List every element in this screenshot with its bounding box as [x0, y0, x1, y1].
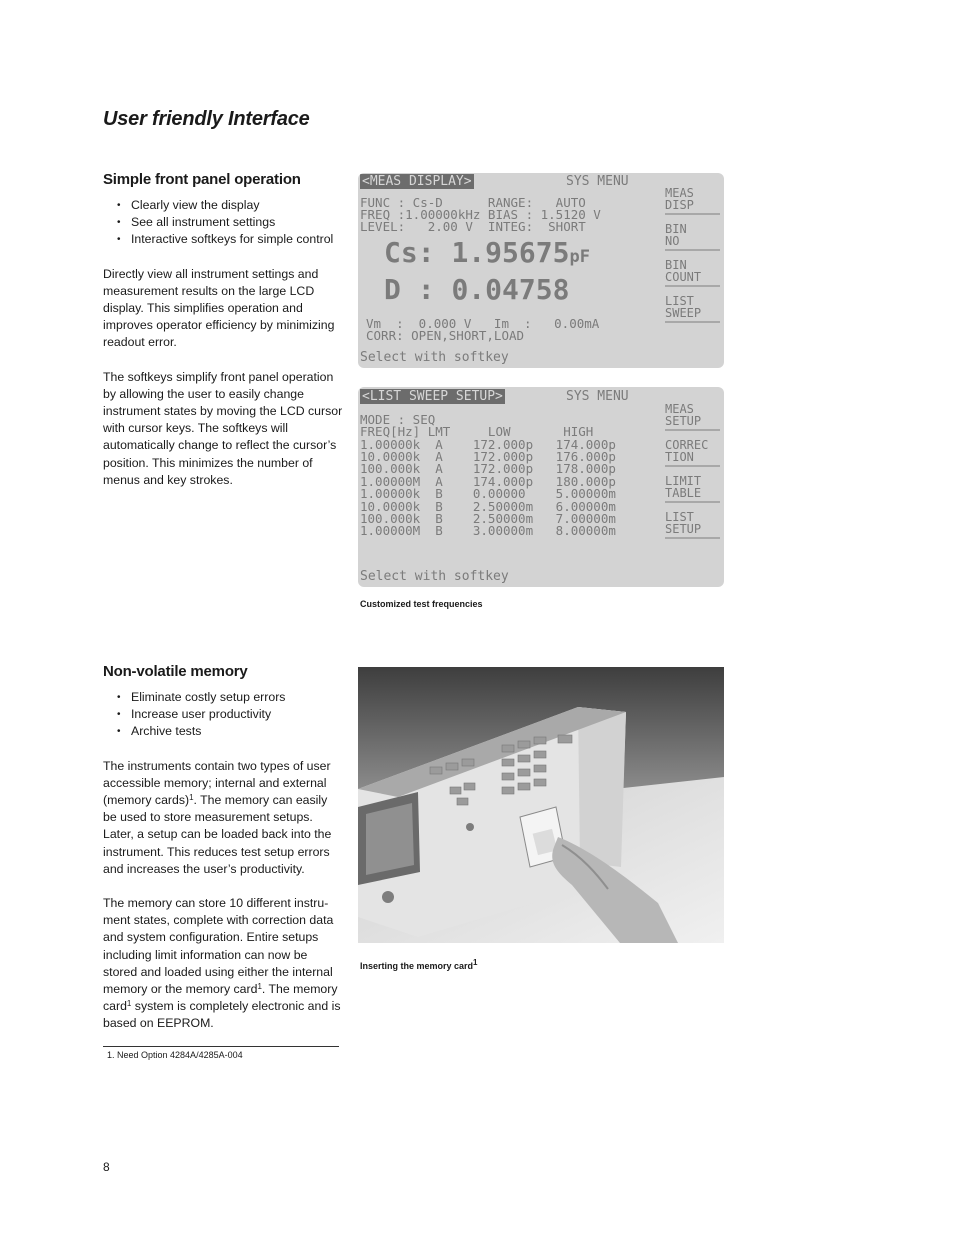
footnote-ref: 1: [189, 793, 194, 803]
lcd-meas-display: [358, 173, 724, 368]
lcd-table-row: 1.00000k A 172.000p 174.000p: [360, 437, 616, 452]
lcd-list-sweep-setup: [358, 387, 724, 587]
bullet-item: • See all instrument settings: [117, 214, 343, 231]
bullet-item: • Increase user productivity: [117, 706, 343, 723]
lcd-column-header: FREQ[Hz] LMT LOW HIGH: [360, 424, 594, 439]
lcd-line: Vm : 0.000 V Im : 0.00mA: [366, 316, 600, 331]
footnote-ref: 1: [126, 999, 132, 1009]
front-panel-para-1: Directly view all instrument settings and measurement results on the large LCD display. This simplifies operation and improves operator efficiency by minimizing readout error.: [103, 266, 335, 350]
lcd-sys-menu: SYS MENU: [566, 174, 629, 189]
lcd-secondary-value: 0.04758: [451, 273, 570, 306]
memory-para-2: [103, 895, 343, 1033]
bullet-item: • Clearly view the display: [117, 197, 343, 214]
softkey-meas-setup[interactable]: MEAS SETUP: [665, 403, 720, 431]
lcd-primary-unit: pF: [569, 247, 590, 267]
softkey-bin-count[interactable]: BIN COUNT: [665, 259, 720, 287]
lcd-header: <LIST SWEEP SETUP>: [362, 389, 503, 404]
page-title: User friendly Interface: [103, 108, 310, 130]
memory-para-2-text: . The memory card: [103, 982, 338, 1014]
lcd-table-row: 1.00000M A 174.000p 180.000p: [360, 474, 616, 489]
memory-para-1-text: . The memory can easily be used to store measurement setups. Later, a setup can be loaded back into the instrument. This reduces test setup errors and increases the user’s productivity.: [103, 793, 332, 876]
lcd-table-row: 1.00000M B 3.00000m 8.00000m: [360, 523, 616, 538]
memory-para-1: [103, 758, 343, 878]
softkey-meas-disp[interactable]: MEAS DISP: [665, 187, 720, 215]
lcd-line: FUNC : Cs-D RANGE: AUTO: [360, 195, 586, 210]
memory-para-2-text: system is completely electronic and is based on EEPROM.: [103, 999, 341, 1031]
bullet-item: • Eliminate costly setup errors: [117, 689, 343, 706]
lcd-primary-value: 1.95675: [451, 236, 570, 269]
softkey-correction[interactable]: CORREC TION: [665, 439, 720, 467]
memory-card-photo: [358, 667, 724, 943]
footnote: 1. Need Option 4284A/4285A-004: [107, 1050, 243, 1060]
lcd-table-row: 1.00000k B 0.00000 5.00000m: [360, 486, 616, 501]
memory-para-2-text: The memory can store 10 different instru-ment states, complete with correction data and system configuration. Entire setups including limit information can now be stored and loaded using either the internal memory or the memory card: [103, 896, 334, 997]
footnote-ref: 1: [473, 958, 478, 967]
caption-memory-card: [360, 958, 478, 971]
bullet-item: • Interactive softkeys for simple control: [117, 231, 343, 248]
softkey-limit-table[interactable]: LIMIT TABLE: [665, 475, 720, 503]
footnote-ref: 1: [257, 982, 262, 992]
lcd-line: CORR: OPEN,SHORT,LOAD: [366, 328, 525, 343]
lcd-sys-menu: SYS MENU: [566, 389, 629, 404]
lcd-footer: Select with softkey: [360, 569, 509, 584]
softkey-list-sweep[interactable]: LIST SWEEP: [665, 295, 720, 323]
memory-text: [103, 689, 343, 1033]
lcd-footer: Select with softkey: [360, 350, 509, 365]
lcd-table-row: 10.0000k B 2.50000m 6.00000m: [360, 499, 616, 514]
softkey-list-setup[interactable]: LIST SETUP: [665, 511, 720, 539]
caption-customized-frequencies: Customized test frequencies: [360, 599, 483, 609]
lcd-line: LEVEL: 2.00 V INTEG: SHORT: [360, 219, 586, 234]
front-panel-bullets: [103, 197, 343, 249]
footnote-divider: [103, 1046, 339, 1047]
front-panel-para-2: The softkeys simplify front panel operation by allowing the user to easily change instrument states by moving the LCD cursor with cursor keys. The softkeys will automatically change to reflect the cursor’s position. This minimizes the number of menus and key strokes.: [103, 369, 343, 487]
lcd-table-row: 10.0000k A 172.000p 176.000p: [360, 449, 616, 464]
memory-bullets: [103, 689, 343, 741]
lcd-line: MODE : SEQ: [360, 412, 436, 427]
lcd-line: FREQ :1.00000kHz BIAS : 1.5120 V: [360, 207, 601, 222]
section-heading-memory: Non-volatile memory: [103, 663, 248, 680]
lcd-secondary-reading: [384, 274, 569, 306]
lcd-table-row: 100.000k A 172.000p 178.000p: [360, 461, 616, 476]
lcd-primary-reading: [384, 237, 590, 273]
softkey-bin-no[interactable]: BIN NO: [665, 223, 720, 251]
lcd-table-row: 100.000k B 2.50000m 7.00000m: [360, 511, 616, 526]
lcd-primary-label: Cs:: [384, 236, 435, 269]
bullet-item: • Archive tests: [117, 723, 343, 740]
memory-para-1-text: The instruments contain two types of user accessible memory; internal and external (memory cards): [103, 758, 331, 808]
caption-memory-card-text: Inserting the memory card: [360, 961, 474, 971]
lcd-secondary-label: D :: [384, 273, 435, 306]
front-panel-text: [103, 197, 343, 489]
section-heading-front-panel: Simple front panel operation: [103, 171, 301, 188]
page-number: 8: [103, 1160, 110, 1174]
lcd-header: <MEAS DISPLAY>: [362, 174, 472, 189]
